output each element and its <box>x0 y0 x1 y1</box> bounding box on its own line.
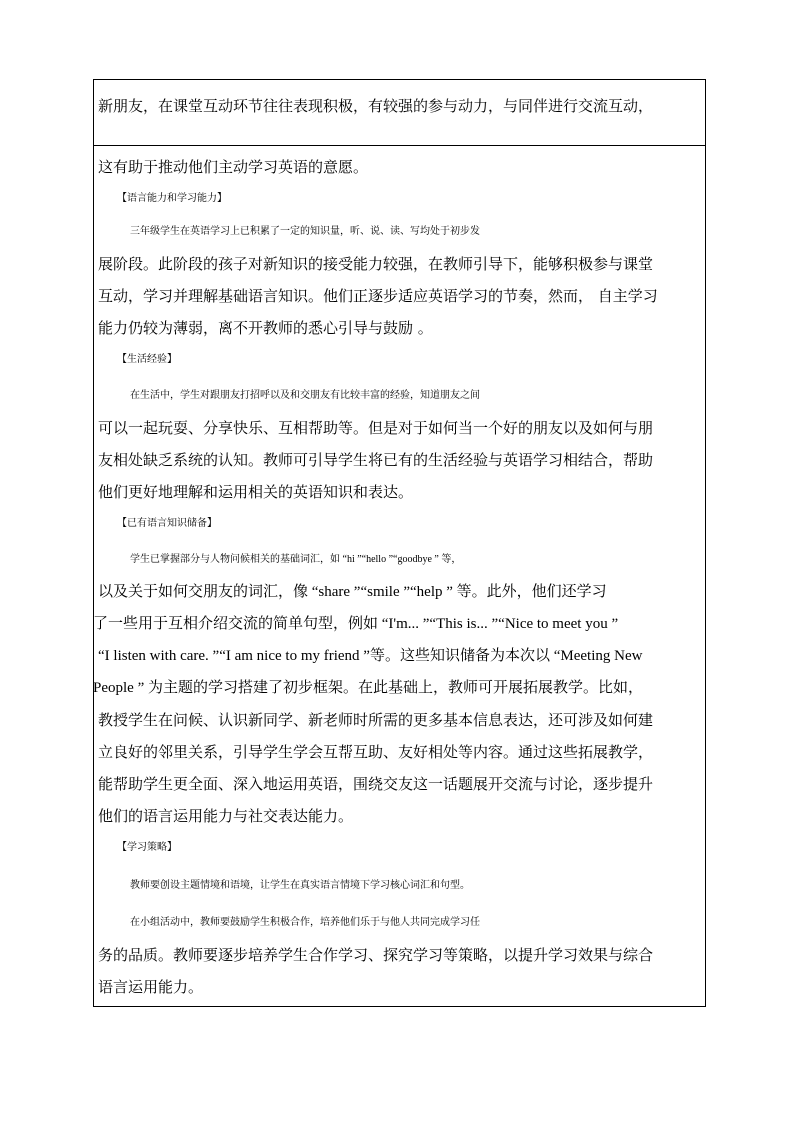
text-line: 这有助于推动他们主动学习英语的意愿。 <box>98 158 369 176</box>
text-line: 可以一起玩耍、分享快乐、互相帮助等。但是对于如何当一个好的朋友以及如何与朋 <box>98 419 654 437</box>
text-line: 在小组活动中，教师要鼓励学生积极合作，培养他们乐于与他人共同完成学习任 <box>130 917 480 928</box>
text-line: 在生活中，学生对跟朋友打招呼以及和交朋友有比较丰富的经验，知道朋友之间 <box>130 390 480 401</box>
text-line: 以及关于如何交朋友的词汇，像 “share ”“smile ”“help ” 等。此外，他们还学习 <box>98 584 607 600</box>
text-line: 互动，学习并理解基础语言知识。他们正逐步适应英语学习的节奏，然而， 自主学习 <box>98 287 658 305</box>
text-line: 友相处缺乏系统的认知。教师可引导学生将已有的生活经验与英语学习相结合，帮助 <box>98 451 654 469</box>
text-line: 展阶段。此阶段的孩子对新知识的接受能力较强，在教师引导下，能够积极参与课堂 <box>98 255 654 273</box>
text-line: 新朋友，在课堂互动环节往往表现积极，有较强的参与动力，与同伴进行交流互动， <box>98 97 654 115</box>
text-line: 教授学生在问候、认识新同学、新老师时所需的更多基本信息表达，还可涉及如何建 <box>98 711 654 729</box>
text-line: 三年级学生在英语学习上已积累了一定的知识量，听、说、读、写均处于初步发 <box>130 226 480 237</box>
text-line: 务的品质。教师要逐步培养学生合作学习、探究学习等策略，以提升学习效果与综合 <box>98 946 654 964</box>
text-line: “I listen with care. ”“I am nice to my friend ”等。这些知识储备为本次以 “Meeting New <box>98 648 643 664</box>
text-line: 他们更好地理解和运用相关的英语知识和表达。 <box>98 483 414 501</box>
text-line: 语言运用能力。 <box>98 978 204 996</box>
section-heading-learning-strategy: 【学习策略】 <box>117 842 177 853</box>
text-line: 他们的语言运用能力与社交表达能力。 <box>98 807 354 825</box>
text-line: 立良好的邻里关系，引导学生学会互帮互助、友好相处等内容。通过这些拓展教学， <box>98 743 654 761</box>
text-line: 学生已掌握部分与人物问候相关的基础词汇，如 “hi ”“hello ”“goodbye ” 等， <box>130 554 462 565</box>
section-heading-life-experience: 【生活经验】 <box>117 354 177 365</box>
text-line: People ” 为主题的学习搭建了初步框架。在此基础上，教师可开展拓展教学。比如， <box>93 680 643 696</box>
section-heading-language-knowledge: 【已有语言知识储备】 <box>117 518 217 529</box>
text-line: 教师要创设主题情境和语境，让学生在真实语言情境下学习核心词汇和句型。 <box>130 880 470 891</box>
text-line: 能力仍较为薄弱，离不开教师的悉心引导与鼓励 。 <box>98 319 433 337</box>
section-heading-language-ability: 【语言能力和学习能力】 <box>117 193 227 204</box>
text-line: 能帮助学生更全面、深入地运用英语，围绕交友这一话题展开交流与讨论，逐步提升 <box>98 775 654 793</box>
text-line: 了一些用于互相介绍交流的简单句型，例如 “I'm... ”“This is... ”“Nice to meet you ” <box>93 616 619 632</box>
